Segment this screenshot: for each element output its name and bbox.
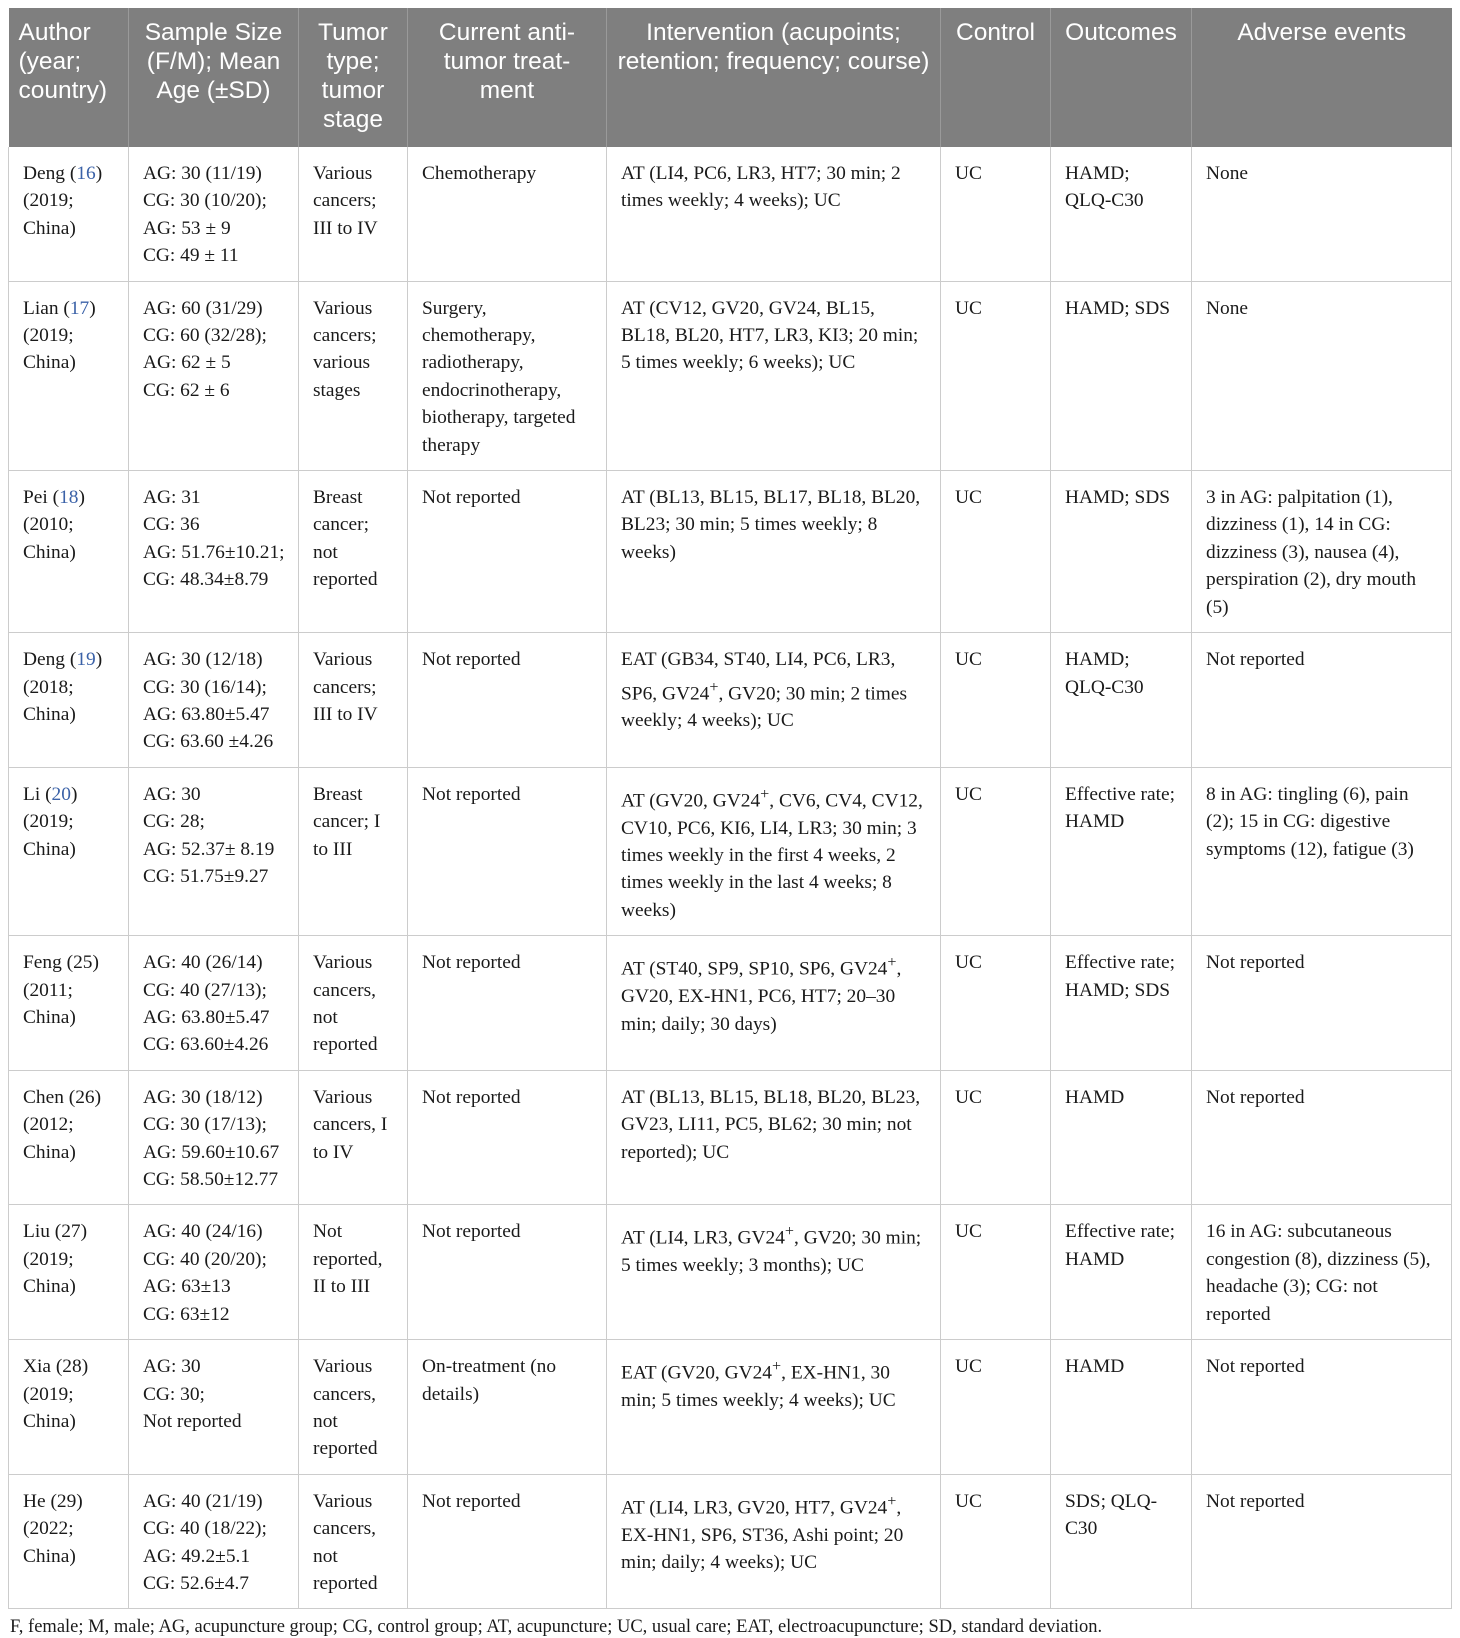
cell-tumor: Various cancers; III to IV <box>299 633 408 768</box>
reference-link[interactable]: 19 <box>76 649 96 671</box>
cell-sample: AG: 60 (31/29) CG: 60 (32/28); AG: 62 ± 5 CG: 62 ± 6 <box>129 281 299 470</box>
header-current-treatment-text: Current anti-tumor treat-ment <box>438 19 576 104</box>
cell-treatment: Not reported <box>408 471 607 633</box>
cell-outcomes: HAMD; QLQ-C30 <box>1051 147 1192 281</box>
table-row <box>9 1070 1452 1205</box>
cell-control: UC <box>941 1205 1051 1340</box>
cell-sample: AG: 30 CG: 30; Not reported <box>129 1340 299 1475</box>
cell-author: Pei (18) (2010; China) <box>9 471 129 633</box>
cell-intervention: EAT (GV20, GV24+, EX-HN1, 30 min; 5 times weekly; 4 weeks); UC <box>607 1340 941 1475</box>
table-row <box>9 767 1452 936</box>
header-intervention: Intervention (acupoints; retention; frequency; course) <box>607 8 941 147</box>
cell-intervention: EAT (GB34, ST40, LI4, PC6, LR3, SP6, GV24+, GV20; 30 min; 2 times weekly; 4 weeks); UC <box>607 633 941 768</box>
cell-treatment: Not reported <box>408 1205 607 1340</box>
cell-intervention: AT (ST40, SP9, SP10, SP6, GV24+, GV20, EX-HN1, PC6, HT7; 20–30 min; daily; 30 days) <box>607 936 941 1071</box>
cell-tumor: Various cancers, not reported <box>299 1340 408 1475</box>
header-row <box>9 8 1452 147</box>
header-control: Control <box>941 8 1051 147</box>
cell-control: UC <box>941 767 1051 936</box>
cell-control: UC <box>941 471 1051 633</box>
cell-intervention: AT (BL13, BL15, BL18, BL20, BL23, GV23, LI11, PC5, BL62; 30 min; not reported); UC <box>607 1070 941 1205</box>
table-row <box>9 1474 1452 1609</box>
cell-intervention: AT (CV12, GV20, GV24, BL15, BL18, BL20, HT7, LR3, KI3; 20 min; 5 times weekly; 6 weeks); UC <box>607 281 941 470</box>
cell-treatment: Chemotherapy <box>408 147 607 281</box>
table-row <box>9 1205 1452 1340</box>
cell-sample: AG: 30 (12/18) CG: 30 (16/14); AG: 63.80±5.47 CG: 63.60 ±4.26 <box>129 633 299 768</box>
table-row <box>9 281 1452 470</box>
cell-outcomes: HAMD; SDS <box>1051 471 1192 633</box>
cell-treatment: Surgery, chemotherapy, radiotherapy, endocrinotherapy, biotherapy, targeted therapy <box>408 281 607 470</box>
cell-author: Chen (26) (2012; China) <box>9 1070 129 1205</box>
cell-treatment: Not reported <box>408 936 607 1071</box>
cell-control: UC <box>941 147 1051 281</box>
cell-author: Deng (19) (2018; China) <box>9 633 129 768</box>
cell-adverse: Not reported <box>1192 633 1452 768</box>
cell-control: UC <box>941 1070 1051 1205</box>
cell-control: UC <box>941 1474 1051 1609</box>
header-adverse-events: Adverse events <box>1192 8 1452 147</box>
cell-intervention: AT (LI4, PC6, LR3, HT7; 30 min; 2 times weekly; 4 weeks); UC <box>607 147 941 281</box>
cell-author: Feng (25) (2011; China) <box>9 936 129 1071</box>
cell-sample: AG: 30 (18/12) CG: 30 (17/13); AG: 59.60±10.67 CG: 58.50±12.77 <box>129 1070 299 1205</box>
cell-outcomes: SDS; QLQ-C30 <box>1051 1474 1192 1609</box>
cell-tumor: Breast cancer; not reported <box>299 471 408 633</box>
cell-author: Li (20) (2019; China) <box>9 767 129 936</box>
cell-author: Deng (16) (2019; China) <box>9 147 129 281</box>
cell-intervention: AT (GV20, GV24+, CV6, CV4, CV12, CV10, PC6, KI6, LI4, LR3; 30 min; 3 times weekly in the first 4 weeks, 2 times weekly in the last 4 weeks; 8 weeks) <box>607 767 941 936</box>
cell-author: Xia (28) (2019; China) <box>9 1340 129 1475</box>
cell-tumor: Various cancers, not reported <box>299 1474 408 1609</box>
cell-tumor: Various cancers, I to IV <box>299 1070 408 1205</box>
cell-control: UC <box>941 1340 1051 1475</box>
cell-sample: AG: 31 CG: 36 AG: 51.76±10.21; CG: 48.34±8.79 <box>129 471 299 633</box>
cell-author: He (29) (2022; China) <box>9 1474 129 1609</box>
cell-outcomes: HAMD <box>1051 1070 1192 1205</box>
cell-tumor: Various cancers; various stages <box>299 281 408 470</box>
study-characteristics-table-wrapper <box>8 8 1451 1638</box>
cell-sample: AG: 40 (26/14) CG: 40 (27/13); AG: 63.80±5.47 CG: 63.60±4.26 <box>129 936 299 1071</box>
cell-tumor: Various cancers, not reported <box>299 936 408 1071</box>
header-tumor-type: Tumor type; tumor stage <box>299 8 408 147</box>
cell-tumor: Various cancers; III to IV <box>299 147 408 281</box>
reference-link[interactable]: 17 <box>69 297 90 319</box>
cell-outcomes: HAMD; QLQ-C30 <box>1051 633 1192 768</box>
cell-outcomes: Effective rate; HAMD <box>1051 1205 1192 1340</box>
cell-intervention: AT (BL13, BL15, BL17, BL18, BL20, BL23; 30 min; 5 times weekly; 8 weeks) <box>607 471 941 633</box>
cell-tumor: Breast cancer; I to III <box>299 767 408 936</box>
table-row <box>9 936 1452 1071</box>
cell-intervention: AT (LI4, LR3, GV20, HT7, GV24+, EX-HN1, SP6, ST36, Ashi point; 20 min; daily; 4 weeks); UC <box>607 1474 941 1609</box>
cell-outcomes: HAMD <box>1051 1340 1192 1475</box>
cell-outcomes: Effective rate; HAMD <box>1051 767 1192 936</box>
reference-link[interactable]: 20 <box>51 783 71 805</box>
table-row <box>9 471 1452 633</box>
cell-adverse: Not reported <box>1192 936 1452 1071</box>
cell-sample: AG: 30 (11/19) CG: 30 (10/20); AG: 53 ± 9 CG: 49 ± 11 <box>129 147 299 281</box>
cell-adverse: Not reported <box>1192 1474 1452 1609</box>
table-row <box>9 633 1452 768</box>
cell-tumor: Not reported, II to III <box>299 1205 408 1340</box>
cell-outcomes: HAMD; SDS <box>1051 281 1192 470</box>
cell-adverse: Not reported <box>1192 1340 1452 1475</box>
cell-sample: AG: 40 (24/16) CG: 40 (20/20); AG: 63±13 CG: 63±12 <box>129 1205 299 1340</box>
cell-author: Lian (17) (2019; China) <box>9 281 129 470</box>
cell-author: Liu (27) (2019; China) <box>9 1205 129 1340</box>
cell-treatment: Not reported <box>408 767 607 936</box>
reference-link[interactable]: 16 <box>76 163 96 184</box>
cell-treatment: Not reported <box>408 1070 607 1205</box>
header-outcomes: Outcomes <box>1051 8 1192 147</box>
cell-treatment: Not reported <box>408 1474 607 1609</box>
cell-intervention: AT (LI4, LR3, GV24+, GV20; 30 min; 5 times weekly; 3 months); UC <box>607 1205 941 1340</box>
cell-sample: AG: 40 (21/19) CG: 40 (18/22); AG: 49.2±5.1 CG: 52.6±4.7 <box>129 1474 299 1609</box>
table-footnote: F, female; M, male; AG, acupuncture group; CG, control group; AT, acupuncture; UC, usual care; EAT, electroacupuncture; SD, standard deviation. <box>10 1617 1103 1638</box>
cell-sample: AG: 30 CG: 28; AG: 52.37± 8.19 CG: 51.75±9.27 <box>129 767 299 936</box>
cell-control: UC <box>941 936 1051 1071</box>
header-current-treatment <box>408 8 607 147</box>
cell-treatment: On-treatment (no details) <box>408 1340 607 1475</box>
cell-adverse: None <box>1192 281 1452 470</box>
header-sample-size: Sample Size (F/M); Mean Age (±SD) <box>129 8 299 147</box>
study-characteristics-table <box>8 8 1452 1609</box>
cell-adverse: Not reported <box>1192 1070 1452 1205</box>
cell-control: UC <box>941 633 1051 768</box>
cell-adverse: 3 in AG: palpitation (1), dizziness (1), 14 in CG: dizziness (3), nausea (4), perspiration (2), dry mouth (5) <box>1192 471 1452 633</box>
table-row <box>9 1340 1452 1475</box>
table-row <box>9 147 1452 281</box>
cell-control: UC <box>941 281 1051 470</box>
cell-outcomes: Effective rate; HAMD; SDS <box>1051 936 1192 1071</box>
cell-treatment: Not reported <box>408 633 607 768</box>
cell-adverse: 8 in AG: tingling (6), pain (2); 15 in CG: digestive symptoms (12), fatigue (3) <box>1192 767 1452 936</box>
cell-adverse: 16 in AG: subcutaneous congestion (8), dizziness (5), headache (3); CG: not reported <box>1192 1205 1452 1340</box>
reference-link[interactable]: 18 <box>59 487 79 509</box>
cell-adverse: None <box>1192 147 1452 281</box>
header-author: Author (year; country) <box>9 8 129 147</box>
